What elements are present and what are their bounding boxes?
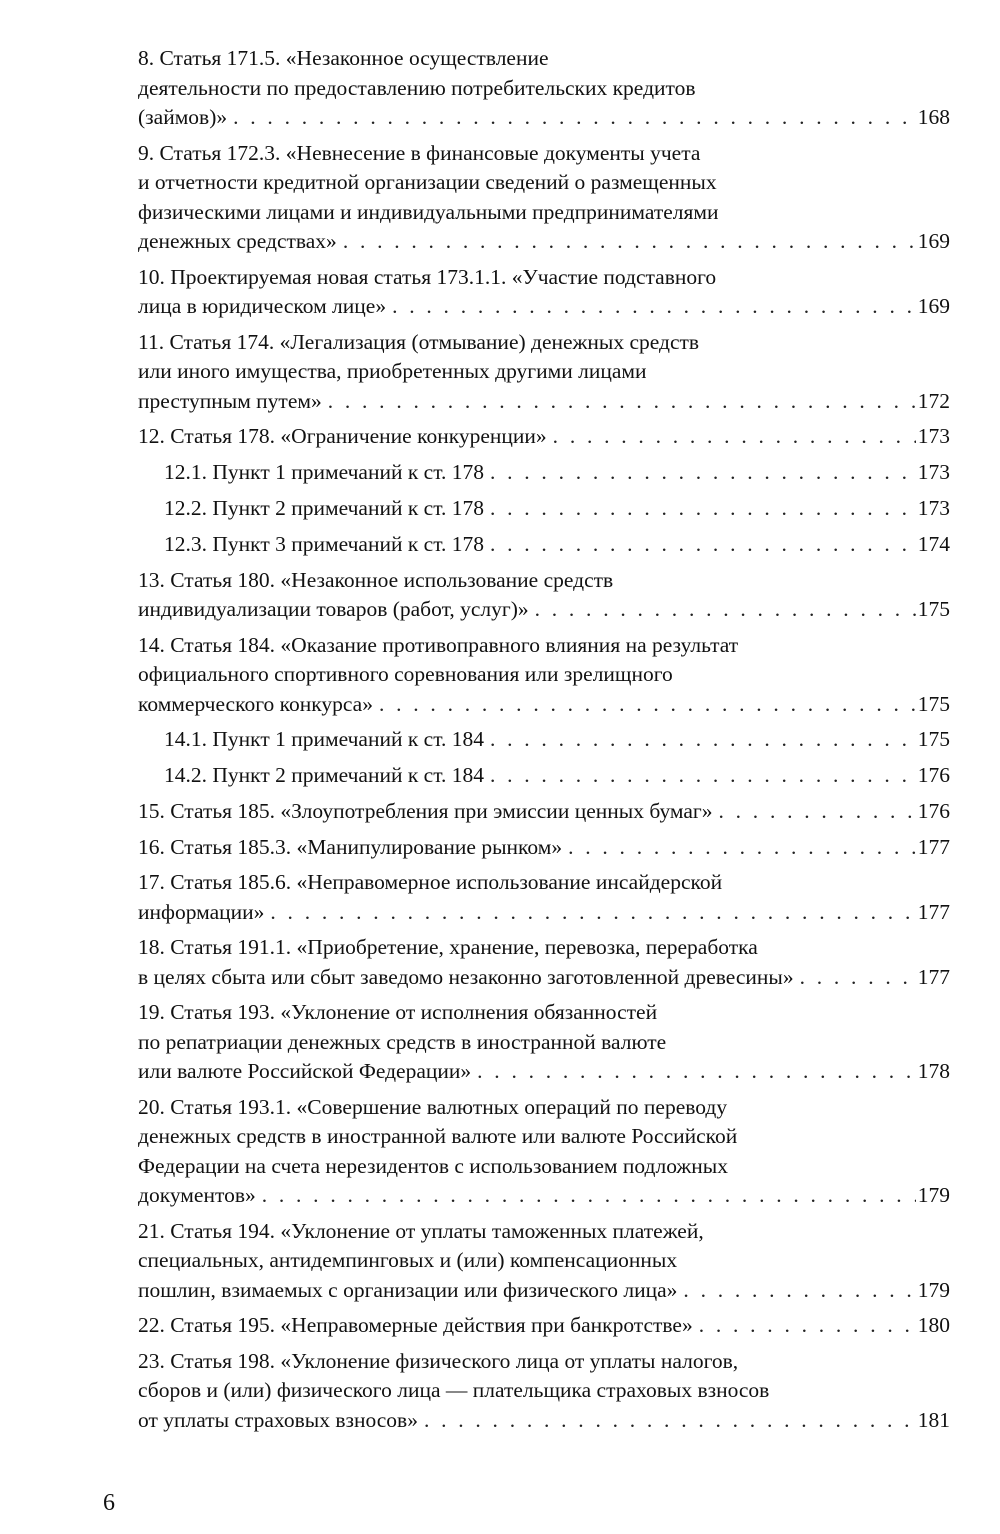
toc-entry[interactable] (138, 933, 950, 992)
dot-leader (683, 1276, 915, 1306)
toc-entry-title: 16. Статья 185.3. «Манипулирование рынком» (138, 834, 563, 859)
toc-entry-title: лица в юридическом лице» (138, 294, 387, 318)
toc-entry[interactable] (138, 797, 950, 827)
page-number: 6 (103, 1490, 115, 1516)
toc-page-number: 181 (917, 1407, 950, 1432)
dot-leader (262, 1181, 916, 1211)
dot-leader (233, 103, 916, 133)
toc-entry-title: коммерческого конкурса» (138, 691, 373, 716)
toc-entry[interactable] (138, 494, 950, 524)
toc-entry-title: 14.1. Пункт 1 примечаний к ст. 184 (164, 727, 484, 751)
dot-leader (490, 725, 916, 755)
toc-entry-line: 13. Статья 180. «Незаконное использование средств (138, 567, 614, 592)
toc-entry-line: 11. Статья 174. «Легализация (отмывание) денежных средств (138, 329, 700, 354)
toc-entry-title: 12.1. Пункт 1 примечаний к ст. 178 (164, 459, 484, 484)
toc-page-number: 169 (917, 294, 950, 318)
toc-entry-line: 14. Статья 184. «Оказание противоправного влияния на результат (138, 632, 739, 657)
toc-entry[interactable] (138, 631, 950, 720)
dot-leader (270, 898, 915, 928)
dot-leader (490, 494, 916, 524)
toc-entry-title: 12.3. Пункт 3 примечаний к ст. 178 (164, 531, 484, 556)
toc-entry-last-line (138, 1057, 950, 1087)
toc-page-number: 179 (917, 1277, 950, 1302)
toc-entry-last-line (164, 761, 950, 791)
toc-entry[interactable] (138, 1093, 950, 1211)
dot-leader (535, 595, 916, 625)
toc-entry-title: от уплаты страховых взносов» (138, 1407, 418, 1432)
toc-entry-line: 20. Статья 193.1. «Совершение валютных операций по переводу (138, 1094, 728, 1119)
toc-page-number: 175 (917, 727, 950, 751)
toc-entry-last-line (164, 494, 950, 524)
toc-entry-title: 12.2. Пункт 2 примечаний к ст. 178 (164, 495, 484, 520)
toc-page-number: 174 (917, 531, 950, 556)
toc-entry-line: денежных средств в иностранной валюте или валюте Российской (138, 1124, 738, 1148)
toc-entry-line: специальных, антидемпинговых и (или) компенсационных (138, 1248, 678, 1272)
toc-entry-last-line (138, 1311, 950, 1341)
dot-leader (477, 1057, 916, 1087)
toc-entry-title: 12. Статья 178. «Ограничение конкуренции» (138, 424, 547, 448)
toc-page-number: 177 (917, 899, 950, 924)
dot-leader (490, 761, 916, 791)
toc-entry-last-line (138, 833, 950, 863)
toc-entry-last-line (138, 1406, 950, 1436)
toc-entry[interactable] (138, 44, 950, 133)
toc-page-number: 176 (917, 763, 950, 787)
toc-entry-title: 14.2. Пункт 2 примечаний к ст. 184 (164, 763, 484, 787)
toc-entry-line: Федерации на счета нерезидентов с использованием подложных (138, 1153, 728, 1178)
toc-page-number: 173 (917, 459, 950, 484)
toc-entry-line: 10. Проектируемая новая статья 173.1.1. «Участие подставного (138, 264, 717, 289)
toc-entry-line: 21. Статья 194. «Уклонение от уплаты таможенных платежей, (138, 1218, 704, 1243)
dot-leader (424, 1406, 916, 1436)
toc-page-number: 169 (917, 229, 950, 253)
dot-leader (490, 530, 916, 560)
table-of-contents (138, 44, 950, 1441)
toc-page-number: 173 (917, 495, 950, 520)
toc-entry-line: 19. Статья 193. «Уклонение от исполнения обязанностей (138, 1000, 658, 1024)
toc-page-number: 168 (917, 105, 950, 129)
dot-leader (800, 963, 916, 993)
toc-entry[interactable] (138, 833, 950, 863)
dot-leader (553, 422, 916, 452)
toc-entry-title: денежных средствах» (138, 229, 337, 253)
toc-entry-line: физическими лицами и индивидуальными предпринимателями (138, 199, 719, 224)
toc-entry[interactable] (138, 998, 950, 1087)
toc-page-number: 176 (917, 799, 950, 823)
toc-page-number: 177 (917, 834, 950, 859)
toc-entry-title: информации» (138, 899, 265, 924)
toc-entry-last-line (138, 898, 950, 928)
toc-entry-title: документов» (138, 1183, 256, 1207)
toc-entry-line: 9. Статья 172.3. «Невнесение в финансовые документы учета (138, 140, 701, 165)
dot-leader (490, 458, 916, 488)
toc-entry[interactable] (138, 263, 950, 322)
toc-entry[interactable] (138, 1311, 950, 1341)
toc-entry-line: официального спортивного соревнования или зрелищного (138, 662, 673, 686)
toc-entry-last-line (138, 690, 950, 720)
toc-entry-title: (займов)» (138, 105, 228, 129)
toc-entry-title: пошлин, взимаемых с организации или физического лица» (138, 1277, 678, 1302)
toc-page-number: 178 (917, 1059, 950, 1083)
toc-entry-last-line (138, 595, 950, 625)
toc-entry-line: по репатриации денежных средств в иностранной валюте (138, 1029, 667, 1054)
toc-entry-last-line (138, 103, 950, 133)
toc-entry[interactable] (138, 868, 950, 927)
toc-page-number: 180 (917, 1313, 950, 1337)
toc-entry[interactable] (138, 458, 950, 488)
toc-entry-title: 15. Статья 185. «Злоупотребления при эмиссии ценных бумаг» (138, 799, 713, 823)
toc-entry-last-line (138, 387, 950, 417)
toc-entry[interactable] (138, 1217, 950, 1306)
toc-entry-line: или иного имущества, приобретенных другими лицами (138, 359, 647, 383)
toc-entry-last-line (164, 725, 950, 755)
dot-leader (328, 387, 916, 417)
dot-leader (379, 690, 916, 720)
dot-leader (568, 833, 916, 863)
toc-page-number: 173 (917, 424, 950, 448)
toc-entry[interactable] (138, 725, 950, 755)
toc-entry-last-line (138, 422, 950, 452)
toc-entry-line: и отчетности кредитной организации сведений о размещенных (138, 170, 717, 194)
toc-entry-line: 17. Статья 185.6. «Неправомерное использование инсайдерской (138, 870, 723, 894)
toc-entry[interactable] (138, 530, 950, 560)
toc-entry[interactable] (138, 139, 950, 257)
toc-entry-last-line (138, 797, 950, 827)
toc-page-number: 175 (917, 597, 950, 621)
toc-page-number: 177 (917, 964, 950, 989)
toc-entry-last-line (164, 530, 950, 560)
toc-entry[interactable] (138, 1347, 950, 1436)
toc-entry-title: индивидуализации товаров (работ, услуг)» (138, 597, 529, 621)
toc-entry-last-line (138, 292, 950, 322)
toc-entry-line: 23. Статья 198. «Уклонение физического лица от уплаты налогов, (138, 1348, 739, 1373)
toc-page-number: 175 (917, 691, 950, 716)
toc-entry-line: 8. Статья 171.5. «Незаконное осуществление (138, 46, 549, 70)
dot-leader (392, 292, 916, 322)
toc-entry[interactable] (138, 566, 950, 625)
toc-entry-last-line (138, 1276, 950, 1306)
toc-entry-title: преступным путем» (138, 388, 322, 413)
toc-entry[interactable] (138, 761, 950, 791)
toc-page-number: 172 (917, 388, 950, 413)
toc-entry-line: деятельности по предоставлению потребительских кредитов (138, 75, 696, 100)
toc-entry-line: 18. Статья 191.1. «Приобретение, хранение, перевозка, переработка (138, 935, 758, 959)
toc-entry-title: в целях сбыта или сбыт заведомо незаконно заготовленной древесины» (138, 964, 794, 989)
toc-entry-title: 22. Статья 195. «Неправомерные действия при банкротстве» (138, 1313, 693, 1337)
toc-entry-line: сборов и (или) физического лица — плательщика страховых взносов (138, 1378, 770, 1402)
dot-leader (699, 1311, 916, 1341)
toc-entry[interactable] (138, 422, 950, 452)
toc-entry-last-line (138, 1181, 950, 1211)
dot-leader (343, 227, 916, 257)
toc-entry-title: или валюте Российской Федерации» (138, 1059, 472, 1083)
toc-page-number: 179 (917, 1183, 950, 1207)
toc-entry-last-line (138, 963, 950, 993)
toc-entry-last-line (138, 227, 950, 257)
toc-entry[interactable] (138, 328, 950, 417)
toc-entry-last-line (164, 458, 950, 488)
dot-leader (719, 797, 916, 827)
